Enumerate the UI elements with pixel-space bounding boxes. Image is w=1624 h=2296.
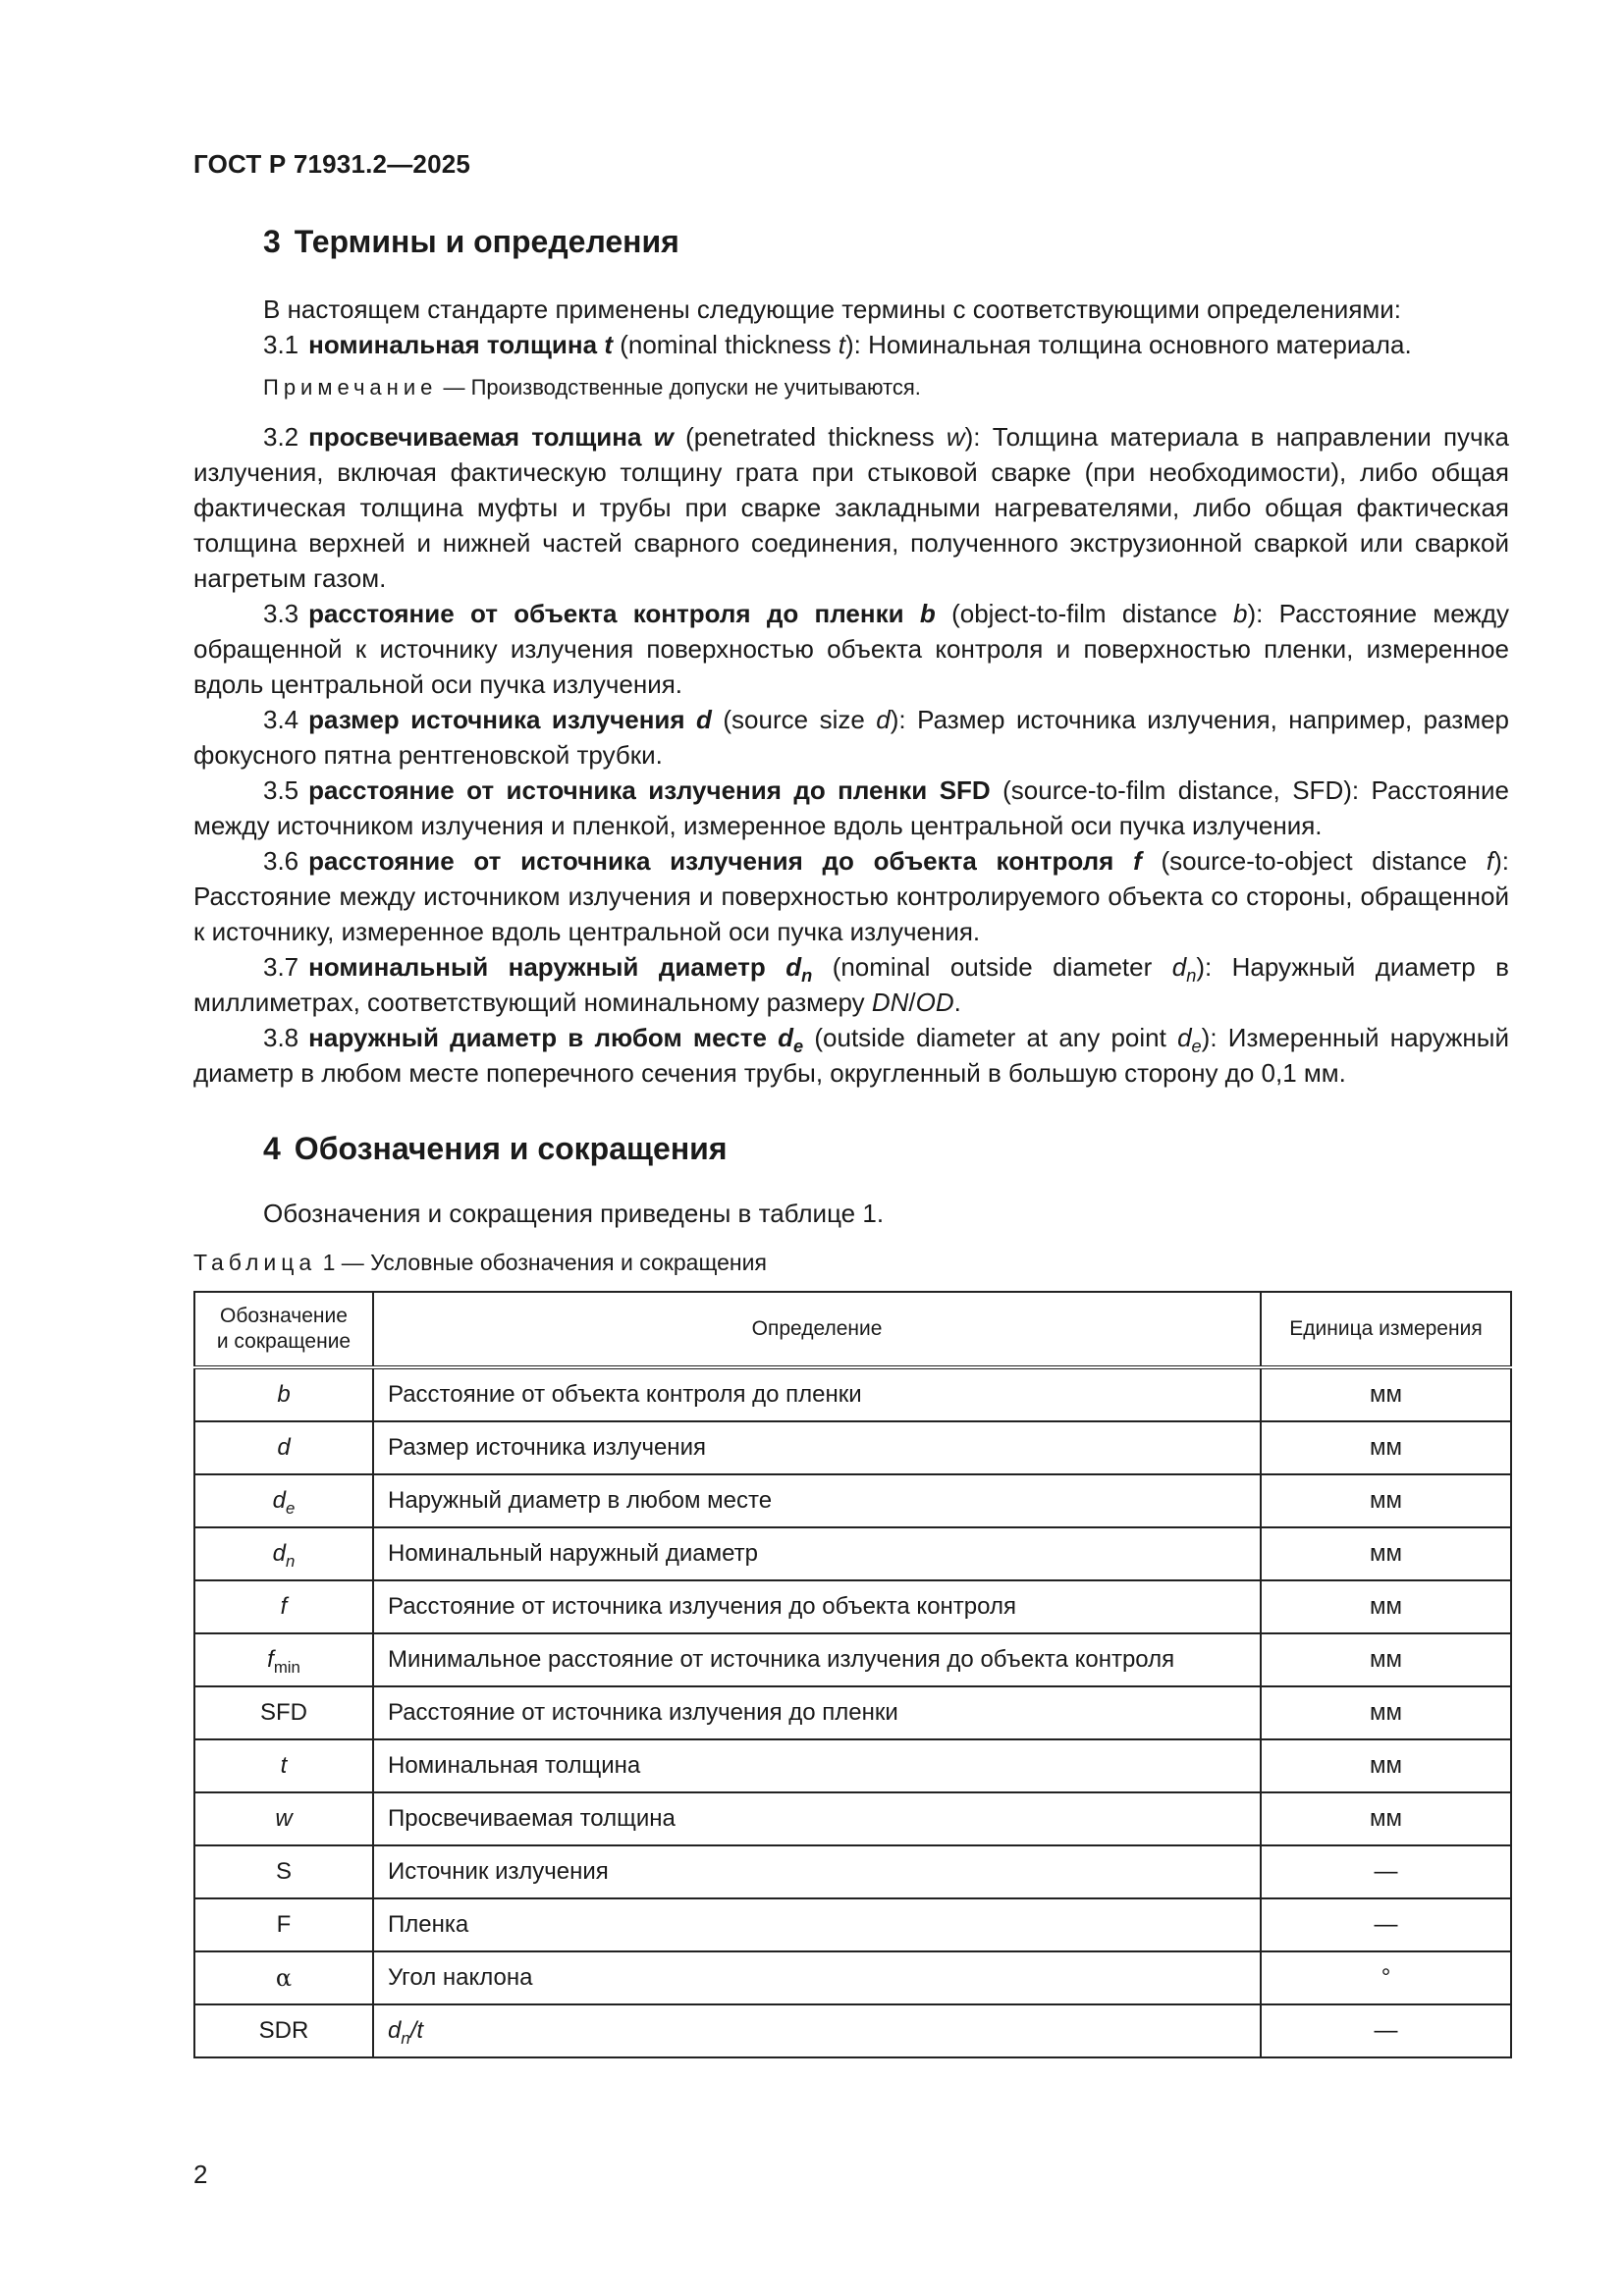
- term-symbol-subscript: n: [801, 966, 813, 986]
- term-definition-slash: /: [908, 988, 916, 1017]
- term-name: просвечиваемая толщина: [308, 422, 642, 452]
- row-definition: Номинальный наружный диаметр: [373, 1527, 1261, 1580]
- header-symbol-line2: и сокращение: [216, 1330, 352, 1353]
- table-header-row: [194, 1292, 1511, 1367]
- symbol-text: S: [275, 1858, 292, 1885]
- term-english: (penetrated thickness: [673, 422, 947, 452]
- table-caption-label: Таблица: [193, 1250, 317, 1275]
- term-symbol: w: [653, 422, 674, 452]
- symbol-text: f: [280, 1593, 288, 1620]
- term-3-4: [193, 702, 1509, 773]
- table-row: [194, 1792, 1511, 1845]
- section-3-intro: В настоящем стандарте применены следующие термины с соответствующими определениями:: [263, 294, 1402, 324]
- symbols-table: [193, 1291, 1512, 2058]
- term-symbol: d: [696, 705, 712, 734]
- term-number: 3.8: [263, 1023, 299, 1052]
- term-symbol: d: [785, 952, 802, 982]
- term-definition-dn: DN: [871, 988, 909, 1017]
- row-definition: Номинальная толщина: [373, 1739, 1261, 1792]
- term-english-close: ):: [1493, 846, 1509, 876]
- row-unit: —: [1261, 1845, 1511, 1898]
- row-unit: мм: [1261, 1739, 1511, 1792]
- header-symbol-line1: Обозначение: [220, 1305, 348, 1327]
- row-definition: Наружный диаметр в любом месте: [373, 1474, 1261, 1527]
- term-3-8: [193, 1020, 1509, 1091]
- term-definition: Наружный диаметр в миллиметрах, соответствующий номинальному размеру: [193, 952, 1509, 1017]
- header-unit: Единица измерения: [1261, 1292, 1511, 1367]
- row-symbol: [194, 1367, 373, 1421]
- row-definition: Расстояние от источника излучения до объекта контроля: [373, 1580, 1261, 1633]
- row-symbol: [194, 2004, 373, 2057]
- definition-symbol: d: [388, 2017, 402, 2044]
- section-4-number: 4: [263, 1131, 281, 1166]
- header-symbol: [194, 1292, 373, 1367]
- term-english-symbol: b: [1233, 599, 1248, 628]
- term-symbol: f: [1133, 846, 1142, 876]
- term-name: расстояние от объекта контроля до пленки: [308, 599, 904, 628]
- term-symbol: t: [604, 330, 613, 359]
- term-english: (nominal thickness: [612, 330, 839, 359]
- term-english: (object-to-film distance: [935, 599, 1233, 628]
- term-english-symbol: d: [876, 705, 891, 734]
- term-definition-end: .: [953, 988, 961, 1017]
- section-4-title: Обозначения и сокращения: [294, 1131, 728, 1166]
- term-symbol-subscript: e: [793, 1037, 804, 1056]
- row-symbol: [194, 1898, 373, 1951]
- table-row: [194, 2004, 1511, 2057]
- term-name: расстояние от источника излучения до объекта контроля: [308, 846, 1114, 876]
- definition-subscript: n: [401, 2029, 410, 2048]
- term-3-3: [193, 596, 1509, 702]
- row-unit: мм: [1261, 1633, 1511, 1686]
- row-unit: мм: [1261, 1792, 1511, 1845]
- term-number: 3.2: [263, 422, 299, 452]
- note: [263, 373, 921, 402]
- symbol-text: α: [275, 1963, 293, 1992]
- table-row: [194, 1421, 1511, 1474]
- term-definition: Расстояние между источником излучения и пленкой, измеренное вдоль центральной оси пучка излучения.: [193, 775, 1509, 840]
- symbol-text: d: [272, 1540, 286, 1567]
- row-symbol: [194, 1845, 373, 1898]
- term-3-2: [193, 419, 1509, 596]
- term-english-close: ):: [1201, 1023, 1218, 1052]
- table-row: [194, 1580, 1511, 1633]
- term-3-6: [193, 843, 1509, 949]
- term-english: (outside diameter at any point: [803, 1023, 1178, 1052]
- term-english-close: ):: [890, 705, 906, 734]
- symbol-text: SFD: [260, 1699, 307, 1726]
- term-english: (source-to-film distance, SFD):: [990, 775, 1360, 805]
- row-unit: —: [1261, 2004, 1511, 2057]
- row-symbol: [194, 1421, 373, 1474]
- term-definition: Расстояние между источником излучения и поверхностью контролируемого объекта со стороны, обращенной к источнику, измеренное вдоль центральной оси пучка излучения.: [193, 881, 1509, 946]
- term-name: номинальный наружный диаметр: [308, 952, 766, 982]
- definition-rest: /t: [409, 2017, 424, 2044]
- row-unit: °: [1261, 1951, 1511, 2004]
- row-definition: Расстояние от объекта контроля до пленки: [373, 1367, 1261, 1421]
- row-unit: мм: [1261, 1474, 1511, 1527]
- section-4-heading: [263, 1131, 727, 1167]
- section-4-intro: Обозначения и сокращения приведены в таблице 1.: [263, 1199, 885, 1228]
- term-definition: Измеренный наружный диаметр в любом месте поперечного сечения трубы, округленный в большую сторону до 0,1 мм.: [193, 1023, 1509, 1088]
- row-symbol: [194, 1792, 373, 1845]
- term-english: (nominal outside diameter: [812, 952, 1172, 982]
- row-definition: Угол наклона: [373, 1951, 1261, 2004]
- row-definition: [373, 2004, 1261, 2057]
- term-number: 3.7: [263, 952, 299, 982]
- row-symbol: [194, 1951, 373, 2004]
- term-symbol: d: [778, 1023, 794, 1052]
- symbol-text: w: [275, 1805, 293, 1832]
- term-english-subscript: e: [1191, 1037, 1202, 1056]
- term-english: (source size: [711, 705, 877, 734]
- row-definition: Размер источника излучения: [373, 1421, 1261, 1474]
- term-definition-od: OD: [915, 988, 954, 1017]
- term-english-symbol: f: [1486, 846, 1494, 876]
- section-3-number: 3: [263, 224, 281, 259]
- term-english: (source-to-object distance: [1141, 846, 1487, 876]
- term-number: 3.5: [263, 775, 299, 805]
- term-english-close: ):: [1196, 952, 1213, 982]
- table-row: [194, 1845, 1511, 1898]
- term-3-7: [193, 949, 1509, 1020]
- term-english-close: ):: [844, 330, 861, 359]
- term-definition: Расстояние между обращенной к источнику излучения поверхностью объекта контроля и поверхностью пленки, измеренное вдоль центральной оси пучка излучения.: [193, 599, 1510, 699]
- section-3-title: Термины и определения: [294, 224, 679, 259]
- term-number: 3.3: [263, 599, 299, 628]
- row-unit: мм: [1261, 1580, 1511, 1633]
- row-unit: мм: [1261, 1367, 1511, 1421]
- table-row: [194, 1898, 1511, 1951]
- row-symbol: [194, 1686, 373, 1739]
- term-symbol: SFD: [939, 775, 991, 805]
- term-english-subscript: n: [1186, 966, 1197, 986]
- term-definition: Номинальная толщина основного материала.: [860, 330, 1412, 359]
- term-definition: Размер источника излучения, например, размер фокусного пятна рентгеновской трубки.: [193, 705, 1509, 770]
- note-label: Примечание: [263, 375, 438, 400]
- table-row: [194, 1951, 1511, 2004]
- term-number: 3.6: [263, 846, 299, 876]
- section-3-heading: [263, 224, 679, 260]
- symbol-subscript: n: [286, 1552, 296, 1571]
- term-number: 3.1: [263, 330, 299, 359]
- symbol-text: SDR: [258, 2017, 309, 2044]
- term-english-symbol: w: [946, 422, 965, 452]
- row-definition: Минимальное расстояние от источника излучения до объекта контроля: [373, 1633, 1261, 1686]
- row-unit: мм: [1261, 1527, 1511, 1580]
- header-definition: Определение: [373, 1292, 1261, 1367]
- row-symbol: [194, 1527, 373, 1580]
- row-unit: —: [1261, 1898, 1511, 1951]
- term-number: 3.4: [263, 705, 299, 734]
- term-english-close: ):: [1247, 599, 1264, 628]
- term-name: номинальная толщина: [308, 330, 598, 359]
- document-code: ГОСТ Р 71931.2—2025: [193, 149, 471, 179]
- term-definition: Толщина материала в направлении пучка излучения, включая фактическую толщину грата при стыковой сварке (при необходимости), либо общая фактическая толщина муфты и трубы при сварке закладными нагревателями, либо общая фактическая толщина верхней и нижней частей сварного соединения, полученного экструзионной сваркой или сваркой нагретым газом.: [193, 422, 1509, 593]
- note-text: — Производственные допуски не учитываются.: [437, 375, 921, 400]
- row-definition: Просвечиваемая толщина: [373, 1792, 1261, 1845]
- table-caption: [193, 1250, 767, 1276]
- symbol-subscript: e: [286, 1499, 296, 1518]
- term-name: размер источника излучения: [308, 705, 685, 734]
- term-3-1: [263, 327, 1412, 362]
- row-symbol: [194, 1580, 373, 1633]
- term-symbol: b: [919, 599, 936, 628]
- table-row: [194, 1367, 1511, 1421]
- term-name: наружный диаметр в любом месте: [308, 1023, 767, 1052]
- table-row: [194, 1527, 1511, 1580]
- table-caption-text: 1 — Условные обозначения и сокращения: [316, 1250, 767, 1275]
- symbol-text: d: [277, 1434, 291, 1461]
- row-unit: мм: [1261, 1686, 1511, 1739]
- symbol-subscript: min: [273, 1658, 300, 1677]
- term-english-symbol: d: [1177, 1023, 1192, 1052]
- term-english-symbol: d: [1171, 952, 1187, 982]
- row-definition: Пленка: [373, 1898, 1261, 1951]
- symbol-text: f: [267, 1646, 274, 1673]
- symbol-text: d: [272, 1487, 286, 1514]
- row-symbol: [194, 1739, 373, 1792]
- table-row: [194, 1686, 1511, 1739]
- row-symbol: [194, 1633, 373, 1686]
- term-english-close: ):: [964, 422, 981, 452]
- term-english-symbol: t: [838, 330, 845, 359]
- table-row: [194, 1739, 1511, 1792]
- term-3-5: [193, 773, 1509, 843]
- page-number: 2: [193, 2160, 208, 2189]
- symbol-text: b: [277, 1381, 291, 1408]
- symbol-text: t: [280, 1752, 288, 1779]
- table-row: [194, 1633, 1511, 1686]
- row-unit: мм: [1261, 1421, 1511, 1474]
- symbol-text: F: [276, 1911, 292, 1938]
- table-row: [194, 1474, 1511, 1527]
- row-definition: Источник излучения: [373, 1845, 1261, 1898]
- term-name: расстояние от источника излучения до пленки: [308, 775, 928, 805]
- row-symbol: [194, 1474, 373, 1527]
- row-definition: Расстояние от источника излучения до пленки: [373, 1686, 1261, 1739]
